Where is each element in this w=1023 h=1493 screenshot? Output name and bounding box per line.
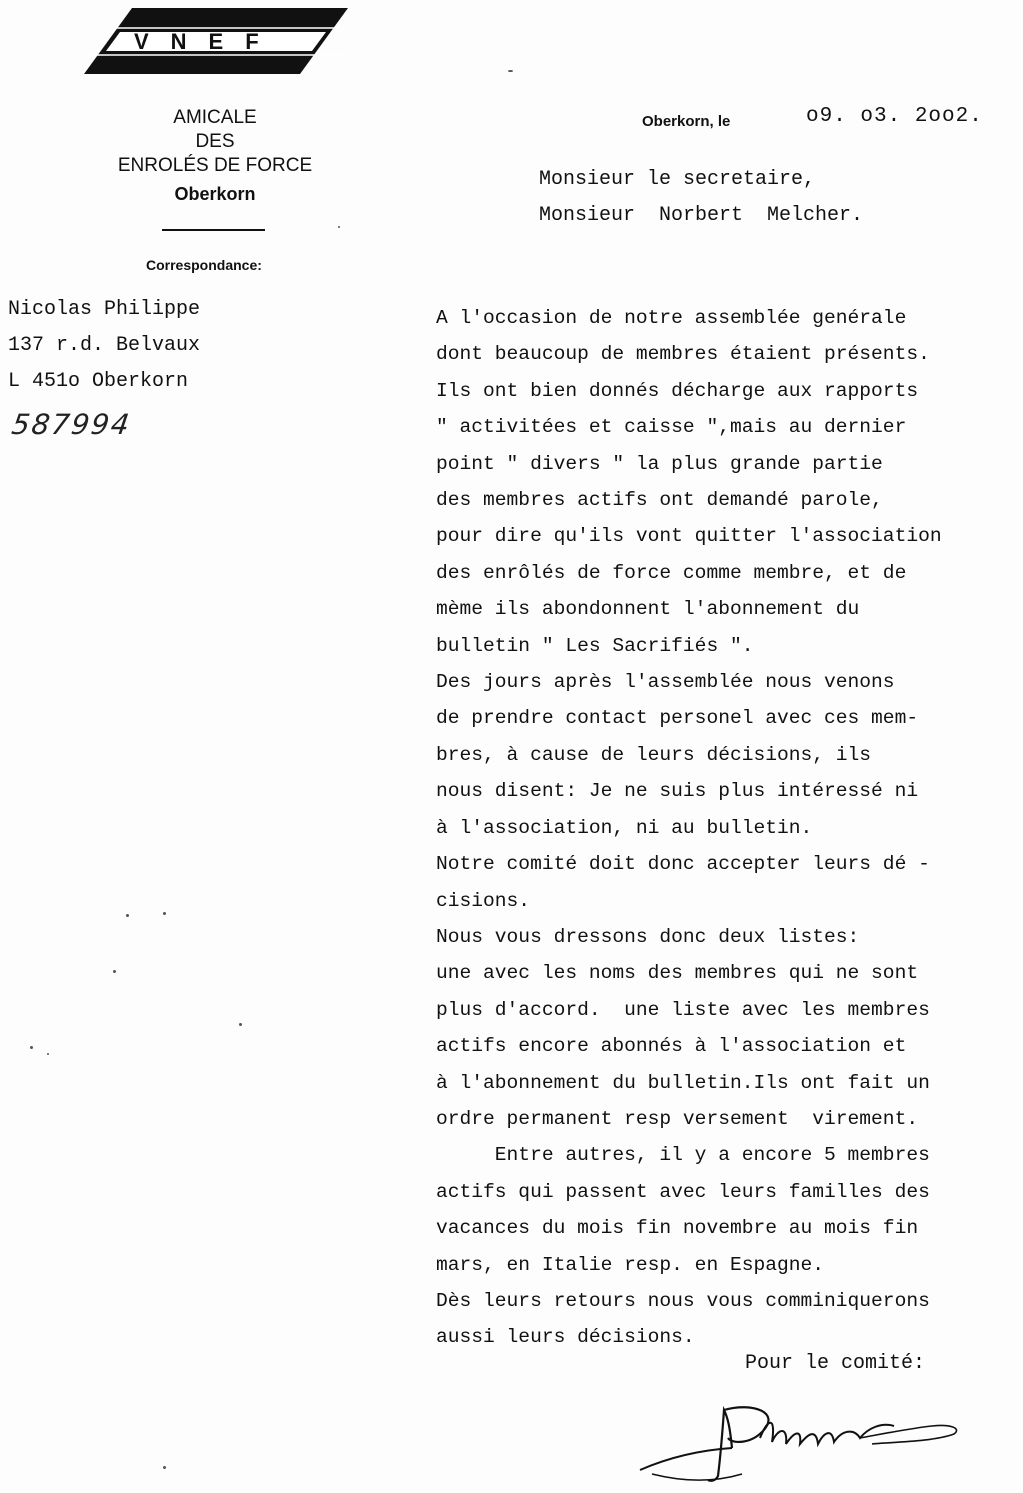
body-line: bulletin " Les Sacrifiés ". — [436, 634, 754, 657]
body-line: nous disent: Je ne suis plus intéressé ni — [436, 780, 919, 803]
organization-name — [90, 106, 340, 206]
body-line: Nous vous dressons donc deux listes: — [436, 925, 860, 948]
body-line: à l'association, ni au bulletin. — [436, 816, 813, 839]
body-line: Entre autres, il y a encore 5 membres — [436, 1144, 930, 1167]
letter-body — [436, 300, 1021, 1356]
body-line: plus d'accord. une liste avec les membres — [436, 998, 930, 1021]
scan-speck — [47, 1053, 49, 1055]
recipient-line: Monsieur le secretaire, — [539, 168, 816, 191]
recipient-line: Monsieur Norbert Melcher. — [539, 204, 864, 227]
signature — [632, 1398, 972, 1488]
sender-line: Nicolas Philippe — [8, 298, 201, 321]
body-line: pour dire qu'ils vont quitter l'association — [436, 525, 942, 548]
body-line: ordre permanent resp versement virement. — [436, 1107, 919, 1130]
org-line: ENROLÉS DE FORCE — [117, 155, 313, 176]
body-line: à l'abonnement du bulletin.Ils ont fait un — [436, 1071, 930, 1094]
scan-speck — [163, 912, 166, 915]
body-line: une avec les noms des membres qui ne sont — [436, 962, 919, 985]
body-line: dont beaucoup de membres étaient présents. — [436, 343, 930, 366]
body-line: cisions. — [436, 889, 531, 912]
body-line: vacances du mois fin novembre au mois fin — [436, 1217, 919, 1240]
org-line: AMICALE — [173, 107, 257, 128]
org-line: DES — [195, 131, 235, 152]
place-label: Oberkorn, le — [642, 113, 731, 130]
body-line: actifs qui passent avec leurs familles des — [436, 1180, 930, 1203]
scan-speck — [126, 914, 129, 917]
body-line: point " divers " la plus grande partie — [436, 452, 883, 475]
scan-speck — [30, 1046, 33, 1049]
body-line: des membres actifs ont demandé parole, — [436, 489, 883, 512]
body-line: Dès leurs retours nous vous comminiquerons — [436, 1289, 930, 1312]
sender-address — [8, 292, 200, 400]
org-city: Oberkorn — [174, 184, 256, 204]
date-value: o9. o3. 2oo2. — [806, 105, 983, 128]
scan-speck — [163, 1466, 166, 1469]
scan-speck — [338, 226, 340, 228]
body-line: actifs encore abonnés à l'association et — [436, 1035, 907, 1058]
body-line: bres, à cause de leurs décisions, ils — [436, 743, 872, 766]
logo-text: VNEF — [134, 29, 281, 54]
body-line: Notre comité doit donc accepter leurs dé - — [436, 853, 930, 876]
body-line: aussi leurs décisions. — [436, 1326, 695, 1349]
scan-speck — [239, 1023, 242, 1026]
scan-speck — [113, 970, 116, 973]
vnef-logo — [84, 8, 348, 74]
org-divider — [162, 229, 265, 231]
body-line: A l'occasion de notre assemblée genérale — [436, 307, 907, 329]
body-line: de prendre contact personel avec ces mem- — [436, 707, 919, 730]
handwritten-phone: 587994 — [9, 408, 134, 441]
correspondance-label: Correspondance: — [146, 257, 262, 273]
body-line: Ils ont bien donnés décharge aux rapports — [436, 379, 919, 402]
body-line: mème ils abondonnent l'abonnement du — [436, 598, 860, 621]
body-line: mars, en Italie resp. en Espagne. — [436, 1253, 825, 1276]
body-line: Des jours après l'assemblée nous venons — [436, 671, 895, 694]
sender-line: L 451o Oberkorn — [8, 370, 189, 393]
scan-speck — [508, 70, 513, 72]
body-line: des enrôlés de force comme membre, et de — [436, 561, 907, 584]
sender-line: 137 r.d. Belvaux — [8, 334, 201, 357]
closing-text: Pour le comité: — [745, 1352, 926, 1375]
body-line: " activitées et caisse ",mais au dernier — [436, 416, 907, 439]
recipient — [539, 162, 863, 234]
